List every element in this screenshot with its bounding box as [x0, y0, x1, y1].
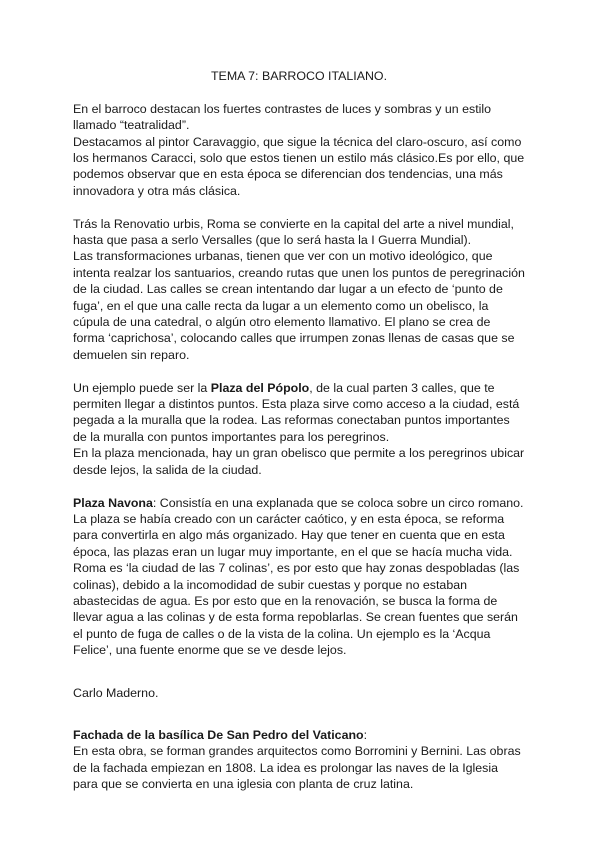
- paragraph-gap: [73, 659, 525, 685]
- navona-heading: Plaza Navona: [73, 495, 153, 510]
- popolo-paragraph: [73, 380, 525, 446]
- paragraph-gap: [73, 199, 525, 215]
- navona-paragraph: [73, 495, 525, 561]
- popolo-paragraph-2: En la plaza mencionada, hay un gran obelisco que permite a los peregrinos ubicar desde lejos, la salida de la ciudad.: [73, 446, 525, 477]
- paragraph-gap: [73, 478, 525, 494]
- document-page: [73, 68, 525, 793]
- maderno-heading: Carlo Maderno.: [73, 685, 159, 700]
- fachada-heading: Fachada de la basílica De San Pedro del Vaticano: [73, 727, 364, 742]
- navona-text-after: : Consistía en una explanada que se coloca sobre un circo romano. La plaza se había creado con un carácter caótico, y en esta época, se reforma para convertirla en algo más organizado. Hay que tener en cuenta que en esta época, las plazas eran un lugar muy importante, en el que se hacía mucha vida.: [73, 495, 524, 559]
- paragraph-gap: [73, 701, 525, 727]
- intro-paragraph-1: En el barroco destacan los fuertes contrastes de luces y sombras y un estilo llamado “teatralidad”.: [73, 101, 492, 133]
- paragraph-gap: [73, 363, 525, 379]
- navona-paragraph-2: Roma es ‘la ciudad de las 7 colinas’, es por esto que hay zonas despobladas (las colinas), debido a la incomodidad de subir cuestas y porque no estaban abastecidas de agua. Es por esto que en la renovación, se busca la forma de llevar agua a las colinas y de esta forma repoblarlas. Se crean fuentes que serán el punto de fuga de calles o de la vista de la colina. Un ejemplo es la ‘Acqua Felice’, una fuente enorme que se ve desde lejos.: [73, 561, 520, 658]
- roma-paragraph-1: Trás la Renovatio urbis, Roma se convierte en la capital del arte a nivel mundial, hasta que pasa a serlo Versalles (que lo será hasta la I Guerra Mundial).: [73, 216, 515, 248]
- page-title: TEMA 7: BARROCO ITALIANO.: [210, 69, 388, 83]
- roma-paragraph-2: Las transformaciones urbanas, tienen que ver con un motivo ideológico, que intenta realzar los santuarios, creando rutas que unen los puntos de peregrinación de la ciudad. Las calles se crean intentando dar lugar a un efecto de ‘punto de fuga’, en el que una calle recta da lugar a un elemento como un obelisco, la cúpula de una catedral, o algún otro elemento llamativo. El plano se crea de forma ‘caprichosa’, colocando calles que irrumpen zonas llenas de casas que se demuelen sin reparo.: [73, 249, 525, 362]
- fachada-paragraph: En esta obra, se forman grandes arquitectos como Borromini y Bernini. Las obras de la fachada empiezan en 1808. La idea es prolongar las naves de la Iglesia para que se convierta en una iglesia con planta de cruz latina.: [73, 744, 521, 792]
- popolo-text-before: Un ejemplo puede ser la: [73, 380, 211, 395]
- popolo-text-after: , de la cual parten 3 calles, que te permiten llegar a distintos puntos. Esta plaza sirve como acceso a la ciudad, está pegada a la muralla que la rodea. Las reformas conectaban puntos importantes de la muralla con puntos importantes para los peregrinos.: [73, 380, 520, 444]
- fachada-heading-line: [73, 727, 525, 743]
- fachada-colon: :: [363, 727, 368, 742]
- intro-paragraph-2: Destacamos al pintor Caravaggio, que sigue la técnica del claro-oscuro, así como los hermanos Caracci, solo que estos tienen un estilo más clásico.Es por ello, que podemos observar que en esta época se diferencian dos tendencias, una más innovadora y otra más clásica.: [73, 134, 525, 198]
- popolo-heading: Plaza del Pópolo: [210, 380, 310, 395]
